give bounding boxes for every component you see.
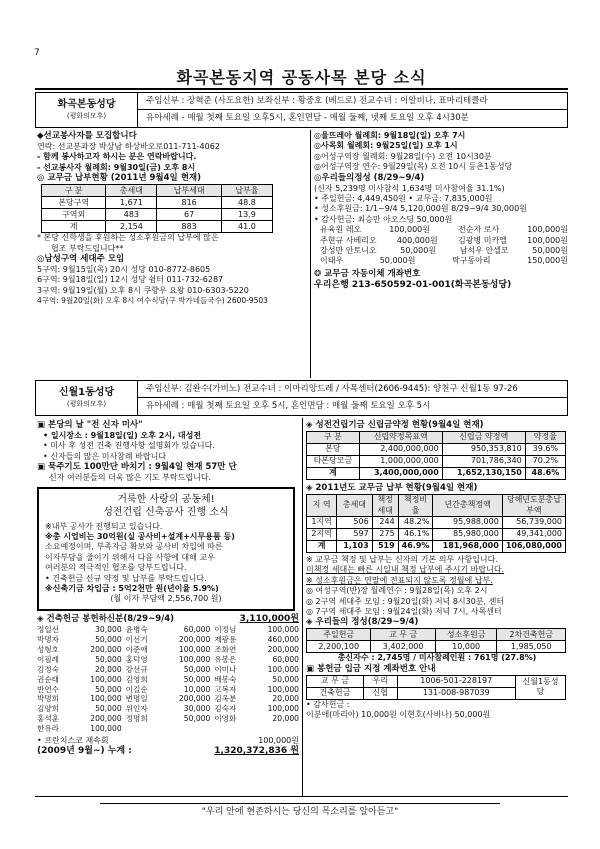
pay-cell: 95,988,000 bbox=[433, 517, 502, 529]
tithe-note: 협조 부탁드립니다** bbox=[51, 243, 124, 253]
pay-col: 년간총책정액 bbox=[433, 495, 502, 517]
donor-amount: 50,000 bbox=[272, 674, 299, 684]
account-cell: 131-008-987039 bbox=[397, 687, 515, 699]
pay-cell: 244 bbox=[372, 517, 398, 529]
fund-cell: 타본당모금 bbox=[307, 456, 360, 468]
list-item bbox=[320, 225, 568, 235]
list-item: 5구역: 9월15일(목) 20시 성당 010-8772-8605 bbox=[37, 265, 211, 275]
list-item: ◎사목회 월례회: 9월25일(일) 오후 1시 bbox=[314, 141, 458, 151]
tithe-cell: 48.8 bbox=[221, 197, 272, 209]
donor-name: 주현규 사베리오 bbox=[320, 235, 377, 245]
account-owner: 신월1동성당 bbox=[516, 675, 566, 699]
fund-col: 신립금 약정액 bbox=[442, 432, 525, 444]
list-item: ※내부 공사가 진행되고 있습니다. bbox=[45, 521, 163, 531]
pay-col: 총세대 bbox=[337, 495, 372, 517]
pay-cell: 46.9% bbox=[398, 541, 433, 553]
donor-item bbox=[126, 704, 211, 714]
list-item: ※신축기금 차입금 : 5억2천만 원(년이율 5.9%) bbox=[45, 584, 219, 593]
donor-amount: 200,000 bbox=[178, 635, 211, 645]
donor-amount: 100,000 bbox=[267, 625, 299, 635]
fund-col: 약정율 bbox=[525, 432, 565, 444]
donor-item bbox=[37, 645, 122, 655]
donor-amount: 20,000 bbox=[272, 714, 299, 724]
donor-amount: 100,000원 bbox=[389, 225, 430, 235]
volunteer-heading: ◆선교봉사자를 모집합니다 bbox=[37, 131, 137, 141]
fund-cell: 48.6% bbox=[525, 468, 565, 480]
account-cell: 1006-501-228197 bbox=[397, 675, 515, 687]
donor-name: 배봉숙 bbox=[214, 674, 237, 684]
offering-attendance: (신자 5,239명 미사참석 1,634명 미사참여율 31.1%) bbox=[314, 183, 505, 193]
donor-name: 박명희 bbox=[37, 694, 60, 704]
donor-item bbox=[37, 665, 122, 675]
donor-name: 성형호 bbox=[37, 645, 60, 655]
hwagok-left-column bbox=[37, 131, 307, 306]
list-item: • 신자들의 많은 미사참례 바랍니다 bbox=[43, 451, 167, 461]
donor-name: 변명일 bbox=[125, 694, 148, 704]
list-item: 3구역: 9월19일(월) 오후 8시 쿠향우 요왕 010-6303-5220 bbox=[37, 285, 249, 295]
donor-name: 홍석훈 bbox=[37, 714, 60, 724]
thanks-heading: • 감사헌금: 최승만 아오스딩 50,000원 bbox=[314, 214, 453, 224]
table-row bbox=[307, 675, 566, 687]
donor-amount: 100,000 bbox=[90, 694, 122, 704]
donor-amount: 50,000원 bbox=[400, 245, 437, 255]
donor-amount: 100,000 bbox=[267, 704, 299, 714]
table-row bbox=[42, 197, 273, 209]
francis-row bbox=[37, 736, 299, 746]
table-row bbox=[307, 444, 566, 456]
thanks-line: 이분애(마리아) 10,000원 이현호(사비나) 50,000원 bbox=[306, 710, 491, 720]
donor-amount: 100,000원 bbox=[527, 225, 568, 235]
donor-amount: 20,000 bbox=[272, 694, 299, 704]
list-item: • 건축헌금 신규 약정 및 납부를 부탁드립니다. bbox=[45, 573, 207, 583]
donor-item bbox=[37, 724, 122, 734]
hwagok-header bbox=[35, 92, 568, 128]
tithe-status-table bbox=[306, 494, 566, 553]
donor-amount: 100,000 bbox=[267, 664, 299, 674]
tithe-cell: 2,154 bbox=[106, 221, 157, 233]
pay-col: 지 역 bbox=[307, 495, 337, 517]
fund-cell: 2,400,000,000 bbox=[359, 444, 442, 456]
donor-item bbox=[126, 665, 211, 675]
fund-heading: ◈ 성전건립기금 신립금약정 현황(9월4일 현재) bbox=[306, 420, 484, 430]
tithe-col: 납부율 bbox=[221, 185, 272, 197]
donor-item bbox=[214, 635, 299, 645]
donor-amount: 100,000원 bbox=[527, 235, 568, 245]
list-item: ◎울뜨레아 월례회: 9월18일(일) 오후 7시 bbox=[314, 131, 466, 140]
list-item: ※총 시업비는 30억원(실 공사비+설계+시무용품 등) bbox=[45, 532, 235, 542]
tithe-cell: 본당구역 bbox=[42, 197, 106, 209]
building-fund-heading-row bbox=[37, 614, 299, 626]
table-row bbox=[307, 468, 566, 480]
thanks-label: • 감사헌금 : bbox=[306, 699, 350, 709]
hwagok-staff: 주임신부 : 장혁준 (사도요한) 보좌신부 : 황중호 (베드로) 전교수녀 : 이알비나, 표마리테클라 bbox=[138, 93, 567, 110]
donor-item bbox=[37, 704, 122, 714]
donor-item bbox=[126, 635, 211, 645]
tithe-status-heading: ◈ 2011년도 교무금 납부 현황(9월4일 현재) bbox=[306, 483, 478, 494]
list-item: 4구역: 9월20일(화) 오후 8시 여수식당(구 박가네들국수) 2600-9503 bbox=[37, 296, 268, 306]
table-row bbox=[307, 529, 566, 541]
donor-name: 권순태 bbox=[37, 674, 60, 684]
donor-amount: 30,000 bbox=[183, 704, 211, 714]
francis-amount: 100,000원 bbox=[258, 735, 299, 745]
donor-name: 이준애 bbox=[125, 645, 148, 655]
cumulative-row bbox=[37, 746, 299, 758]
pay-cell: 106,080,000 bbox=[502, 541, 565, 553]
donor-item bbox=[126, 645, 211, 655]
sinwol-name-cell bbox=[36, 381, 138, 415]
pay-cell: 48.2% bbox=[398, 517, 433, 529]
donor-amount: 30,000 bbox=[95, 625, 122, 635]
pay-cell: 46.1% bbox=[398, 529, 433, 541]
donor-item bbox=[37, 694, 122, 704]
donor-item bbox=[126, 625, 211, 635]
list-item bbox=[320, 236, 568, 246]
donor-item bbox=[214, 685, 299, 695]
donor-amount: 50,000 bbox=[183, 664, 211, 674]
donor-item bbox=[126, 714, 211, 724]
offering-table bbox=[306, 628, 566, 653]
hwagok-name-cell bbox=[36, 93, 138, 127]
donor-amount: 200,000 bbox=[178, 694, 211, 704]
pay-col: 책정비율 bbox=[398, 495, 433, 517]
list-item bbox=[320, 256, 568, 266]
donor-name: 고복자 bbox=[214, 684, 237, 694]
offering-vocation: • 성소후원금: 1/1~9/4 5,120,000원 8/29~9/4 30,000원 bbox=[314, 204, 527, 214]
list-item: 이자부담을 줄이기 위해서 다음 사항에 대해 교우 bbox=[45, 552, 215, 562]
francis-label: • 프란치스코 재속회 bbox=[37, 735, 109, 745]
list-item: ◎ 여성구역(반)장 월례연수 : 9월28일(목) 오후 2시 bbox=[306, 586, 488, 596]
tithe-cell: 41.0 bbox=[221, 221, 272, 233]
donor-name: 강선규 bbox=[125, 664, 148, 674]
fund-col: 구 분 bbox=[307, 432, 360, 444]
donor-amount: 400,000원 bbox=[396, 235, 438, 245]
tithe-cell: 1,671 bbox=[106, 197, 157, 209]
donor-name: 한유라 bbox=[37, 724, 60, 734]
offer-cell: 1,985,050 bbox=[497, 641, 566, 653]
sinwol-staff: 주임신부: 김완수(가비노) 전교수녀 : 이마리앙드레 / 사목센터(2606-9445): 양천구 신월1동 97-26 bbox=[138, 381, 567, 398]
offer-col: 교 무 금 bbox=[371, 629, 435, 641]
donor-name: 조화연 bbox=[214, 645, 237, 655]
donor-item bbox=[126, 675, 211, 685]
building-fund-heading: ◈ 건축헌금 봉헌하신분(8/29~9/4) bbox=[37, 613, 175, 624]
thanks-list bbox=[314, 225, 568, 267]
donor-amount: 100,000 bbox=[90, 724, 122, 734]
page-number: 7 bbox=[34, 48, 40, 58]
offer-cell: 2,200,100 bbox=[307, 641, 371, 653]
donor-name: 남석우 안셀모 bbox=[459, 245, 509, 255]
donor-amount: 50,000 bbox=[183, 714, 211, 724]
building-fund-total: 3,110,000원 bbox=[239, 613, 299, 624]
tithe-cell: 계 bbox=[42, 221, 106, 233]
tithe-table bbox=[41, 184, 273, 233]
tithe-cell: 67 bbox=[157, 209, 221, 221]
fund-cell: 본당 bbox=[307, 444, 360, 456]
pay-cell: 1지역 bbox=[307, 517, 337, 529]
donor-name: 정일선 bbox=[37, 625, 60, 635]
donor-item bbox=[214, 655, 299, 665]
donor-amount: 60,000 bbox=[272, 655, 299, 665]
rosary-text: 신자 여러분들의 더욱 많은 기도 부탁드립니다. bbox=[49, 473, 212, 483]
tithe-col: 구 분 bbox=[42, 185, 106, 197]
donor-amount: 100,000 bbox=[178, 655, 211, 665]
donor-amount: 60,000 bbox=[183, 625, 211, 635]
donor-amount: 200,000 bbox=[267, 645, 299, 655]
offer-col: 성소후원금 bbox=[435, 629, 497, 641]
pay-cell: 519 bbox=[372, 541, 398, 553]
donor-item bbox=[37, 655, 122, 665]
fund-col: 신립약정목표액 bbox=[359, 432, 442, 444]
table-row bbox=[307, 517, 566, 529]
fund-cell: 701,786,340 bbox=[442, 456, 525, 468]
hwagok-name: 화곡본동성당 bbox=[57, 99, 116, 111]
donor-name: 이길순 bbox=[125, 684, 148, 694]
donor-name: 탁구동아리 bbox=[451, 256, 491, 266]
fund-cell: 계 bbox=[307, 468, 360, 480]
column-divider bbox=[302, 418, 303, 796]
volunteer-notice: - 함께 봉사하고자 하시는 분은 연락바랍니다. bbox=[37, 152, 197, 162]
tithe-note: ※ 성소후원금은 연말에 전표되지 않도록 정월에 납부. bbox=[306, 575, 493, 585]
donor-item bbox=[37, 635, 122, 645]
donor-amount: 50,000원 bbox=[379, 256, 416, 266]
cumulative-label: (2009년 9월~) 누계 : bbox=[37, 746, 132, 757]
donor-item bbox=[126, 685, 211, 695]
table-row bbox=[42, 221, 273, 233]
donor-amount: 50,000 bbox=[183, 674, 211, 684]
donor-name: 김영희 bbox=[125, 674, 148, 684]
tithe-col: 총세대 bbox=[106, 185, 157, 197]
donor-amount: 200,000 bbox=[90, 645, 122, 655]
tithe-col: 납부세대 bbox=[157, 185, 221, 197]
volunteer-contact: 연락: 선교분과장 박상남 하상바오로011-711-4062 bbox=[37, 142, 220, 152]
tithe-cell: 13.9 bbox=[221, 209, 272, 221]
donor-amount: 50,000 bbox=[95, 684, 122, 694]
footer-quote: "우리 안에 현존하시는 당신의 목소리를 알아듣고" bbox=[100, 803, 500, 818]
pay-cell: 275 bbox=[372, 529, 398, 541]
fund-cell: 3,400,000,000 bbox=[359, 468, 442, 480]
donor-name: 이미나 bbox=[214, 664, 237, 674]
donor-item bbox=[214, 704, 299, 714]
list-item: ◎ 2구역 세대주 모임 : 9월20일(화) 저녁 8시30분, 센터 bbox=[306, 596, 505, 606]
donor-name: 이선기 bbox=[125, 635, 148, 645]
rosary-heading: ▣ 묵주기도 100만단 바치기 : 9월4일 현재 57만 단 bbox=[37, 462, 237, 473]
donor-name: 김숙자 bbox=[214, 704, 237, 714]
offering-sunday: • 주일헌금: 4,449,450원 • 교무금: 7,835,000원 bbox=[314, 194, 493, 203]
table-row bbox=[307, 456, 566, 468]
pay-col: 책정세대 bbox=[372, 495, 398, 517]
fund-cell: 1,000,000,000 bbox=[359, 456, 442, 468]
list-item: 6구역: 9월18일(일) 12시 성당 쉼터 011-732-6287 bbox=[37, 275, 224, 285]
fund-cell: 70.2% bbox=[525, 456, 565, 468]
cumulative-amount: 1,320,372,836 원 bbox=[214, 746, 299, 757]
offering-heading: ◈ 우리들의 정성(8/29~9/4) bbox=[306, 617, 419, 628]
account-cell: 교 무 금 bbox=[307, 675, 364, 687]
sinwol-sub: (평화의모후) bbox=[66, 399, 107, 408]
pay-cell: 181,968,000 bbox=[433, 541, 502, 553]
pay-cell: 49,341,000 bbox=[502, 529, 565, 541]
column-divider bbox=[310, 130, 311, 378]
donor-name: 이태우 bbox=[320, 256, 344, 266]
news-title: 성전건립 신축공사 진행 소식 bbox=[103, 506, 229, 518]
table-row bbox=[307, 541, 566, 553]
donor-amount: 10,000 bbox=[183, 684, 211, 694]
donor-name: 이필례 bbox=[37, 655, 60, 665]
donor-name: 박명자 bbox=[37, 635, 60, 645]
donor-name: 김정숙 bbox=[37, 664, 60, 674]
account-cell: 우리 bbox=[363, 675, 397, 687]
tithe-note: * 본당 신학생을 후원하는 성소후원금의 납부에 많은 bbox=[37, 233, 219, 243]
donor-amount: 150,000원 bbox=[527, 256, 568, 266]
bank-account: 우리은행 213-650592-01-001(화곡본동성당) bbox=[314, 279, 512, 290]
donor-item bbox=[126, 694, 211, 704]
donor-name: 반연수 bbox=[37, 684, 60, 694]
pay-cell: 597 bbox=[337, 529, 372, 541]
list-item: ◎어성구역장 연수: 9월29일(목) 오전 10시 등촌1동성당 bbox=[314, 162, 513, 172]
donor-name: 정명희 bbox=[125, 714, 148, 724]
offering-heading: ◎우리들의정성 (8/29~9/4) bbox=[314, 172, 425, 183]
sinwol-name: 신월1동성당 bbox=[58, 387, 115, 399]
fund-table bbox=[306, 431, 566, 480]
fund-cell: 1,652,130,150 bbox=[442, 468, 525, 480]
auto-transfer-heading: ❂ 교무금 자동이체 개좌번호 bbox=[314, 268, 421, 279]
donor-item bbox=[37, 714, 122, 724]
table-row bbox=[307, 641, 566, 653]
donor-name: 홍덕영 bbox=[125, 655, 148, 665]
list-item: ◎어성구역장 월례회: 9월28일(수) 오전 10시30분 bbox=[314, 151, 492, 161]
donor-amount: 460,000 bbox=[267, 635, 299, 645]
donor-amount: 20,000 bbox=[95, 664, 122, 674]
offer-col: 주일헌금 bbox=[307, 629, 371, 641]
volunteer-monthly: - 선교봉사자 월례회: 9월30일(금) 오후 8시 bbox=[37, 162, 196, 172]
account-table bbox=[306, 675, 566, 700]
fund-cell: 39.6% bbox=[525, 444, 565, 456]
fund-cell: 950,353,810 bbox=[442, 444, 525, 456]
donor-item bbox=[37, 685, 122, 695]
donor-name: 이영화 bbox=[214, 714, 237, 724]
donor-item bbox=[214, 714, 299, 724]
sinwol-left-column bbox=[37, 420, 299, 758]
hwagok-right-column bbox=[314, 131, 568, 291]
tithe-note: ※ 교무금 책정 및 납부는 신자의 기본 의무 사항입니다. bbox=[306, 555, 498, 565]
donor-item bbox=[37, 675, 122, 685]
pay-cell: 56,739,000 bbox=[502, 517, 565, 529]
donor-name: 제광용 bbox=[214, 635, 237, 645]
sinwol-header bbox=[35, 380, 568, 416]
donor-amount: 200,000 bbox=[90, 714, 122, 724]
pay-cell: 1,103 bbox=[337, 541, 372, 553]
tithe-cell: 816 bbox=[157, 197, 221, 209]
account-cell: 건축헌금 bbox=[307, 687, 364, 699]
offer-cell: 3,402,000 bbox=[371, 641, 435, 653]
donor-name: 유육원 레오 bbox=[320, 225, 362, 235]
parish-day-heading: ▣ 본당의 날 "전 신자 미사" bbox=[37, 420, 143, 430]
offer-cell: 10,000 bbox=[435, 641, 497, 653]
pay-cell: 계 bbox=[307, 541, 337, 553]
hwagok-mass: 유아세례 - 매월 첫째 토요일 오후5시, 혼인면담 - 매월 둘째, 넷째 토요일 오후 4시30분 bbox=[146, 113, 469, 124]
account-heading: ▣ 봉헌금 입금 지정 계좌번호 안내 bbox=[306, 663, 436, 674]
bottom-rule bbox=[35, 796, 568, 797]
table-row bbox=[42, 209, 273, 221]
list-item: • 일시장소 : 9월18일(일) 오후 2시, 대성전 bbox=[43, 431, 202, 441]
donor-amount: 50,000 bbox=[95, 704, 122, 714]
pay-col: 당해년도분총납부액 bbox=[502, 495, 565, 517]
donor-item bbox=[37, 625, 122, 635]
hwagok-sub: (평화의모후) bbox=[66, 111, 107, 120]
donor-name: 강성만 안토니오 bbox=[320, 245, 377, 255]
donor-name: 위인자 bbox=[125, 704, 148, 714]
pay-cell: 2지역 bbox=[307, 529, 337, 541]
donor-name: 유봉은 bbox=[214, 655, 237, 665]
donor-list bbox=[37, 625, 299, 733]
page-title: 화곡본동지역 공동사목 본당 소식 bbox=[35, 64, 568, 90]
donor-item bbox=[214, 694, 299, 704]
donor-item bbox=[214, 625, 299, 635]
donor-name: 김옥분 bbox=[214, 694, 237, 704]
donor-item bbox=[126, 655, 211, 665]
pay-cell: 85,980,000 bbox=[433, 529, 502, 541]
donor-amount: 100,000 bbox=[90, 674, 122, 684]
donor-name: 전순자 로사 bbox=[458, 225, 500, 235]
tithe-cell: 483 bbox=[106, 209, 157, 221]
tithe-note: 미책정 세대는 빠른 시일내 책정 납부에 주시기 바랍니다. bbox=[306, 565, 505, 575]
list-item: • 미사 후 성전 건축 진행사항 설명회가 있습니다. bbox=[43, 441, 215, 451]
tithe-cell: 구역외 bbox=[42, 209, 106, 221]
list-item: 소요예정이며, 부족자금 확보와 공사비 차입에 따른 bbox=[45, 542, 223, 552]
donor-amount: 50,000 bbox=[95, 655, 122, 665]
donor-name: 김광병 미카엘 bbox=[457, 235, 507, 245]
donor-item bbox=[214, 645, 299, 655]
donor-amount: 50,000 bbox=[95, 635, 122, 645]
men-meeting-heading: ◎남성구역 세대주 모임 bbox=[37, 254, 125, 265]
tithe-cell: 883 bbox=[157, 221, 221, 233]
donor-amount: 50,000원 bbox=[532, 245, 568, 255]
pay-cell: 506 bbox=[337, 517, 372, 529]
offering-summary: 총신자수 : 2,745명 / 미사참례인원 : 761명 (27.8%) bbox=[337, 653, 537, 663]
sinwol-right-column bbox=[306, 420, 568, 721]
donor-name: 김양희 bbox=[37, 704, 60, 714]
news-title: 거룩한 사랑의 공동체! bbox=[117, 493, 215, 505]
list-item bbox=[320, 246, 568, 256]
offer-col: 2차건축헌금 bbox=[497, 629, 566, 641]
list-item: (월 이자 부담액 2,556,700 원) bbox=[110, 594, 222, 604]
sinwol-mass: 유아세례 : 매월 첫째 토요일 오후 5시, 혼인면담 : 매월 둘째 토요일 오후 5시 bbox=[146, 401, 431, 412]
donor-amount: 100,000 bbox=[178, 645, 211, 655]
tithe-heading: ◎ 교무금 납부현황 (2011년 9월4일 현재) bbox=[37, 173, 202, 184]
list-item: 여러분의 적극적인 협조를 당부드립니다. bbox=[45, 563, 187, 573]
account-cell: 신협 bbox=[363, 687, 397, 699]
donor-item bbox=[214, 675, 299, 685]
donor-name: 이정님 bbox=[214, 625, 237, 635]
donor-amount: 100,000 bbox=[267, 684, 299, 694]
list-item: ◎ 7구역 세대주 모임 : 9월24일(화) 저녁 7시, 사목센터 bbox=[306, 607, 502, 617]
donor-item bbox=[214, 665, 299, 675]
construction-news-box bbox=[37, 487, 295, 611]
donor-name: 윤병숙 bbox=[125, 625, 148, 635]
